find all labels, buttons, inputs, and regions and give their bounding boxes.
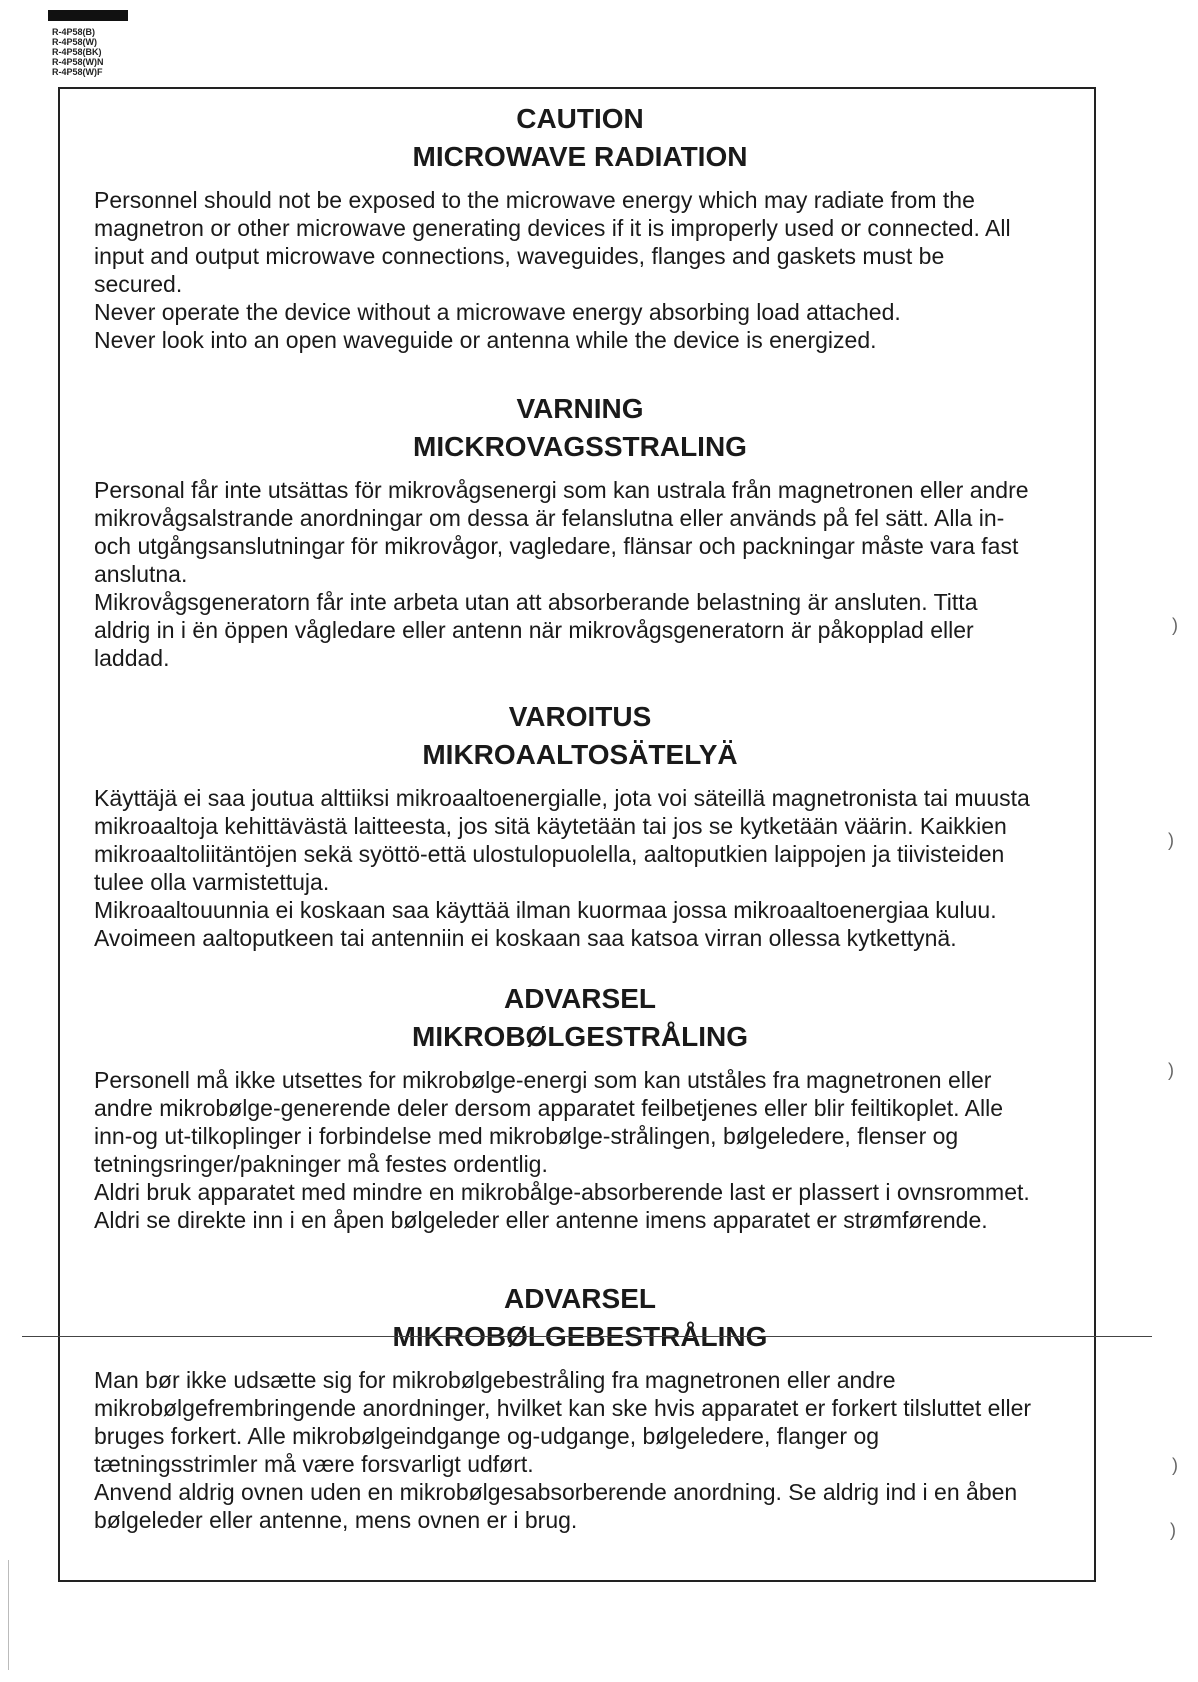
- scan-fold-line: [22, 1336, 1152, 1337]
- model-number: R-4P58(W)N: [52, 57, 104, 67]
- model-number: R-4P58(B): [52, 27, 96, 37]
- scan-mark: ): [1168, 1060, 1174, 1080]
- paragraph: Aldri se direkte inn i en åpen bølgeleder eller antenne imens apparatet er strømførende.: [94, 1207, 988, 1233]
- paragraph: Mikrovågsgeneratorn får inte arbeta utan att absorberande belastning är ansluten. Titta aldrig in i ën öppen vågledare eller antenn när mikrovågsgeneratorn är påkopplad eller laddad.: [94, 589, 978, 671]
- scan-edge-mark: [8, 1560, 10, 1670]
- section-body: [94, 1066, 1034, 1234]
- paragraph: Personal får inte utsättas för mikrovågsenergi som kan ustrala från magnetronen eller andre mikrovågsalstrande anordningar om dessa är felanslutna eller används på fel sätt. Alla in-och utgångsanslutningar för mikrovågor, vagledare, flänsar och packningar måste vara fast anslutna.: [94, 477, 1029, 587]
- section-body: [94, 1366, 1034, 1534]
- section-title: ADVARSEL: [504, 983, 656, 1014]
- paragraph: Man bør ikke udsætte sig for mikrobølgebestråling fra magnetronen eller andre mikrobølgefrembringende anordninger, hvilket kan ske hvis apparatet er forkert tilsluttet eller bruges forkert. Alle mikrobølgeindgange og-udgange, bølgeledere, flanger og tætningsstrimler må være forsvarligt udført.: [94, 1367, 1032, 1477]
- model-number-list: [52, 27, 104, 77]
- model-number: R-4P58(BK): [52, 47, 102, 57]
- section-danish: [90, 1280, 1070, 1534]
- scan-mark: ): [1172, 615, 1178, 635]
- paragraph: Käyttäjä ei saa joutua alttiiksi mikroaaltoenergialle, jota voi säteillä magnetronista tai muusta mikroaaltoja kehittävästä laitteesta, jos sitä käytetään tai jos se kytketään väärin. Kaikkien mikroaaltoliitäntöjen sekä syöttö-että ulostulopuolella, aaltoputkien laippojen ja tiivisteiden tulee olla varmistettuja.: [94, 785, 1030, 895]
- section-subtitle: MICROWAVE RADIATION: [412, 141, 748, 172]
- paragraph: Personell må ikke utsettes for mikrobølge-energi som kan utståles fra magnetronen eller andre mikrobølge-generende deler dersom apparatet feilbetjenes eller blir feiltikoplet. Alle inn-og ut-tilkoplinger i forbindelse med mikrobølge-strålingen, bølgeledere, flenser og tetningsringer/pakninger må festes ordentlig.: [94, 1067, 1004, 1177]
- scan-mark: ): [1168, 830, 1174, 850]
- paragraph: Personnel should not be exposed to the microwave energy which may radiate from the magnetron or other microwave generating devices if it is improperly used or connected. All input and output microwave connections, waveguides, flanges and gaskets must be secured.: [94, 187, 1011, 297]
- section-body: [94, 476, 1034, 672]
- scan-mark: ): [1172, 1455, 1178, 1475]
- section-title: CAUTION: [516, 103, 644, 134]
- section-subtitle: MICKROVAGSSTRALING: [413, 431, 747, 462]
- section-english: [90, 100, 1070, 354]
- scan-mark: ): [1170, 1520, 1176, 1540]
- section-title: VARNING: [516, 393, 644, 424]
- section-subtitle: MIKROBØLGESTRÅLING: [412, 1021, 748, 1052]
- model-number: R-4P58(W)F: [52, 67, 103, 77]
- header-bar: [48, 10, 128, 21]
- paragraph: Aldri bruk apparatet med mindre en mikrobålge-absorberende last er plassert i ovnsrommet.: [94, 1179, 1030, 1205]
- section-title: VAROITUS: [508, 701, 652, 732]
- section-title: ADVARSEL: [504, 1283, 656, 1314]
- section-finnish: [90, 698, 1070, 952]
- section-subtitle: MIKROAALTOSÄTELYÄ: [422, 739, 738, 770]
- section-swedish: [90, 390, 1070, 672]
- paragraph: Never look into an open waveguide or antenna while the device is energized.: [94, 327, 877, 353]
- section-body: [94, 186, 1034, 354]
- paragraph: Never operate the device without a microwave energy absorbing load attached.: [94, 299, 901, 325]
- paragraph: Anvend aldrig ovnen uden en mikrobølgesabsorberende anordning. Se aldrig ind i en åben bølgeleder eller antenne, mens ovnen er i brug.: [94, 1479, 1018, 1533]
- section-subtitle: MIKROBØLGEBESTRÅLING: [392, 1321, 768, 1352]
- paragraph: Mikroaaltouunnia ei koskaan saa käyttää ilman kuormaa jossa mikroaaltoenergiaa kuluu. Avoimeen aaltoputkeen tai antenniin ei koskaan saa katsoa virran ollessa kytkettynä.: [94, 897, 997, 951]
- section-norwegian: [90, 980, 1070, 1234]
- model-number: R-4P58(W): [52, 37, 98, 47]
- section-body: [94, 784, 1034, 952]
